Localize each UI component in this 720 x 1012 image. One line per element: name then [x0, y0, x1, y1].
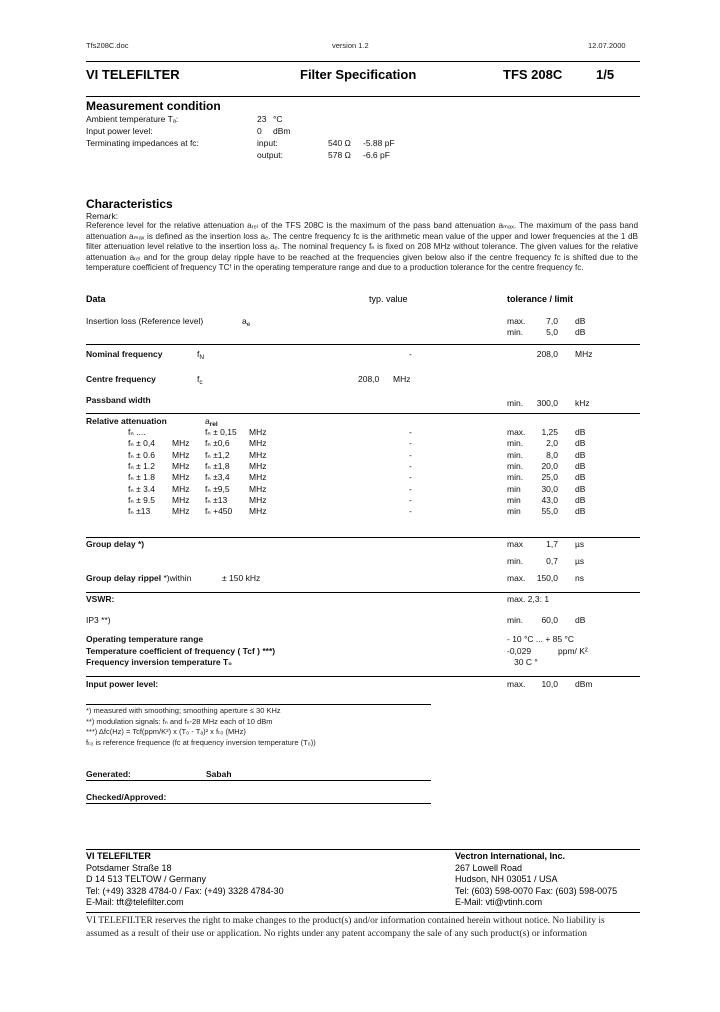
to-frequency: fₙ ±9,5: [205, 483, 230, 494]
to-frequency: fₙ ±1,8: [205, 460, 230, 471]
qualifier: min.: [507, 472, 524, 483]
unit: dB: [575, 483, 586, 494]
address-right: [455, 851, 617, 909]
col-typ-value: typ. value: [369, 294, 408, 304]
tcf-label: Temperature coefficient of frequency ( Tcf ) ***): [86, 646, 276, 656]
unit: dB: [575, 615, 586, 625]
to-unit: MHz: [249, 494, 267, 505]
unit: dBm: [575, 679, 593, 689]
impedance-label: Terminating impedances at fᴄ:: [86, 138, 199, 148]
unit: dB: [575, 427, 586, 437]
passband-width-label: Passband width: [86, 395, 151, 405]
from-frequency: fₙ ± 1.2: [128, 460, 155, 471]
nominal-frequency-label: Nominal frequency: [86, 349, 163, 359]
value: 25,0: [541, 472, 558, 483]
value: 1,25: [541, 427, 558, 437]
input-power-label: Input power level:: [86, 126, 153, 136]
to-frequency: fₙ +450: [205, 506, 233, 517]
file-name: Tfs208C.doc: [86, 41, 129, 50]
from-frequency: fₙ ±13: [128, 506, 151, 517]
address-line: Tel: (603) 598-0070 Fax: (603) 598-0075: [455, 885, 618, 896]
insertion-loss-symbol: [242, 316, 250, 328]
date: 12.07.2000: [588, 41, 626, 50]
address-line: Potsdamer Straße 18: [86, 862, 172, 873]
doc-title: Filter Specification: [300, 67, 417, 82]
qualifier: min.: [507, 460, 524, 471]
to-unit: MHz: [249, 427, 267, 437]
impedance-output-c: -6.6 pF: [363, 150, 390, 160]
value: 2,0: [546, 438, 558, 449]
centre-frequency-label: Centre frequency: [86, 374, 156, 384]
input-power-label: Input power level:: [86, 679, 159, 689]
address-line: Tel: (+49) 3328 4784-0 / Fax: (+49) 3328 4784-30: [86, 885, 284, 896]
value: 300,0: [536, 398, 558, 408]
from-frequency: fₙ ± 9.5: [128, 494, 155, 505]
value: 8,0: [546, 449, 558, 460]
unit: µs: [575, 556, 585, 566]
typ-value: -: [409, 472, 412, 483]
unit: dB: [575, 327, 586, 337]
value: 20,0: [541, 460, 558, 471]
unit: MHz: [393, 374, 411, 384]
from-unit: MHz: [172, 472, 190, 483]
from-frequency: fₙ ± 0,4: [128, 438, 155, 449]
ambient-temp-label: Ambient temperature Tₐ:: [86, 114, 179, 124]
subscript: N: [199, 354, 205, 361]
unit: dB: [575, 460, 586, 471]
generated-value[interactable]: Sabah: [206, 769, 232, 779]
row-rule: [86, 676, 640, 677]
typ-value: -: [409, 349, 412, 359]
qualifier: min: [507, 483, 521, 494]
unit: dB: [575, 506, 586, 517]
qualifier: min.: [507, 327, 524, 337]
label: Group delay rippel: [86, 573, 162, 583]
footnote: *) measured with smoothing; smoothing aperture ≤ 30 KHz: [86, 706, 281, 715]
unit: dB: [575, 472, 586, 483]
insertion-loss-label: Insertion loss (Reference level): [86, 316, 204, 326]
to-frequency: fₙ ±3,4: [205, 472, 230, 483]
from-unit: MHz: [172, 449, 190, 460]
qualifier: max.: [507, 427, 526, 437]
value: 60,0: [541, 615, 558, 625]
version: version 1.2: [332, 41, 369, 50]
remark-label: Remark:: [86, 211, 119, 221]
to-frequency: fₙ ± 0,15: [205, 427, 237, 437]
symbol: f: [197, 349, 200, 359]
symbol: a: [205, 416, 210, 426]
generated-label: Generated:: [86, 769, 131, 779]
to-unit: MHz: [249, 472, 267, 483]
footnote: ***) Δfᴄ(Hz) = Tcf(ppm/K²) x (T₀ - Tₐ)² x fₜ₀ (MHz): [86, 727, 246, 736]
email-link[interactable]: E-Mail: vti@vtinh.com: [455, 897, 543, 908]
from-unit: MHz: [172, 483, 190, 494]
checked-line: [86, 803, 431, 804]
qualifier: min: [507, 494, 521, 505]
checked-approved-label: Checked/Approved:: [86, 792, 167, 802]
typ-value: -: [409, 460, 412, 471]
address-line: Hudson, NH 03051 / USA: [455, 874, 558, 885]
value: 55,0: [541, 506, 558, 517]
value: 30,0: [541, 483, 558, 494]
nominal-frequency-symbol: [197, 349, 204, 361]
qualifier: min.: [507, 398, 524, 408]
ambient-temp-value: 23: [257, 114, 267, 124]
part-number: TFS 208C: [503, 67, 563, 82]
from-frequency: fₙ ± 1.8: [128, 472, 155, 483]
to-unit: MHz: [249, 506, 267, 517]
tcf-unit: ppm/ K²: [558, 646, 588, 656]
from-unit: MHz: [172, 460, 190, 471]
from-unit: MHz: [172, 506, 190, 517]
group-delay-label: Group delay *): [86, 539, 145, 549]
typ-value: -: [409, 494, 412, 505]
inversion-temp-label: Frequency inversion temperature T₀: [86, 657, 233, 667]
footnote: **) modulation signals: fₙ and fₙ-28 MHz each of 10 dBm: [86, 716, 273, 726]
impedance-output-r: 578 Ω: [328, 150, 351, 160]
symbol: f: [197, 374, 200, 384]
value: 43,0: [541, 494, 558, 505]
qualifier: min.: [507, 556, 524, 566]
impedance-input-r: 540 Ω: [328, 138, 351, 148]
typ-value: -: [409, 483, 412, 494]
header-rule: [86, 61, 640, 62]
section-rule: [86, 96, 640, 97]
impedance-input-c: -5.88 pF: [363, 138, 395, 148]
generated-line: [86, 780, 431, 781]
address-left: [86, 851, 284, 909]
to-frequency: fₙ ±0,6: [205, 438, 230, 449]
subscript: rel: [209, 421, 218, 428]
from-unit: MHz: [172, 494, 190, 505]
from-unit: MHz: [172, 438, 190, 449]
value: 7,0: [546, 316, 558, 326]
row-rule: [86, 344, 640, 345]
typ-value: -: [409, 506, 412, 517]
qualifier: max: [507, 539, 524, 549]
impedance-output-label: output:: [257, 150, 283, 160]
note: *)within: [163, 573, 192, 583]
impedance-input-label: input:: [257, 138, 278, 148]
address-line: Vectron International, Inc.: [455, 851, 566, 861]
vswr-label: VSWR:: [86, 594, 115, 604]
from-frequency: fₙ ....: [128, 427, 146, 437]
unit: dB: [575, 316, 586, 326]
subscript: c: [199, 379, 203, 386]
qualifier: min.: [507, 615, 524, 625]
value: 0,7: [546, 556, 558, 566]
email-link[interactable]: E-Mail: tft@telefilter.com: [86, 897, 184, 908]
qualifier: min.: [507, 449, 524, 460]
symbol: a: [242, 316, 247, 326]
unit: ns: [575, 573, 584, 583]
unit: dB: [575, 449, 586, 460]
unit: kHz: [575, 398, 590, 408]
row-rule: [86, 592, 640, 593]
qualifier: max.: [507, 316, 526, 326]
value: 10,0: [541, 679, 558, 689]
operating-temp-value: - 10 °C ... + 85 °C: [507, 634, 575, 644]
value: 5,0: [546, 327, 558, 337]
row-rule: [86, 537, 640, 538]
address-rule: [86, 849, 640, 850]
address-line: VI TELEFILTER: [86, 851, 151, 861]
footnote: fₜ₀ is reference frequence (fᴄ at frequency inversion temperature (T₀)): [86, 737, 316, 747]
typ-value: -: [409, 427, 412, 437]
input-power-value: 0: [257, 126, 262, 136]
to-unit: MHz: [249, 449, 267, 460]
characteristics-title: Characteristics: [86, 197, 173, 211]
ambient-temp-unit: °C: [273, 114, 283, 124]
qualifier: max.: [507, 573, 526, 583]
value: 150,0: [536, 573, 558, 583]
company-name: VI TELEFILTER: [86, 67, 180, 82]
row-rule: [86, 413, 640, 414]
to-frequency: fₙ ±1,2: [205, 449, 230, 460]
disclaimer: VI TELEFILTER reserves the right to make changes to the product(s) and/or information contained herein without notice. No liability is assumed as a result of their use or application. No rights under any patent accompany the sale of any such product(s) or information: [86, 916, 605, 939]
unit: µs: [575, 539, 585, 549]
measurement-title: Measurement condition: [86, 99, 221, 113]
group-delay-ripple-label: [86, 573, 191, 583]
operating-temp-label: Operating temperature range: [86, 634, 204, 644]
input-power-unit: dBm: [273, 126, 291, 136]
footnote-rule: [86, 704, 431, 705]
to-frequency: fₙ ±13: [205, 494, 228, 505]
to-unit: MHz: [249, 460, 267, 471]
footnotes: [86, 706, 316, 748]
qualifier: max.: [507, 679, 526, 689]
inversion-temp-value: 30 C °: [514, 657, 538, 667]
qualifier: min.: [507, 438, 524, 449]
remark-text: Reference level for the relative attenuation aᵣₑₗ of the TFS 208C is the maximum of the pass band attenuation aₘₐₓ. The maximum of the pass band attenuation aₘₐₓ is defined as the insertion loss aₑ. The centre frequency fᴄ is the arithmetic mean value of the upper and lower frequencies at the 1 dB filter attenuation level relative to the insertion loss aₑ. The nominal frequency fₙ is fixed on 208 MHz without tolerance. The given values for the relative attenuation aᵣₑₗ and for the group delay ripple have to be reached at the frequencies given below also if the centre frequency fᴄ is shifted due to the temperature coefficient of frequency TCᶠ in the operating temperature range and due to a production tolerance for the centre frequency fᴄ.: [86, 221, 638, 273]
address-line: 267 Lowell Road: [455, 862, 523, 873]
typ-value: -: [409, 449, 412, 460]
unit: dB: [575, 438, 586, 449]
value: 208,0: [536, 349, 558, 359]
from-frequency: fₙ ± 3.4: [128, 483, 155, 494]
from-frequency: fₙ ± 0.6: [128, 449, 155, 460]
qualifier: min: [507, 506, 521, 517]
disclaimer-rule: [86, 912, 640, 913]
ip3-label: IP3 **): [86, 615, 111, 625]
address-line: D 14 513 TELTOW / Germany: [86, 874, 207, 885]
to-unit: MHz: [249, 438, 267, 449]
vswr-value: max. 2,3: 1: [507, 594, 550, 604]
typ-value: -: [409, 438, 412, 449]
relative-attenuation-label: Relative attenuation: [86, 416, 167, 426]
subscript: e: [246, 321, 251, 328]
range: ± 150 kHz: [222, 573, 261, 583]
unit: MHz: [575, 349, 593, 359]
centre-frequency-symbol: [197, 374, 203, 386]
col-data: Data: [86, 294, 106, 304]
page-number: 1/5: [596, 67, 615, 82]
value: 1,7: [546, 539, 558, 549]
col-tolerance-limit: tolerance / limit: [507, 294, 574, 304]
tcf-value: -0,029: [507, 646, 532, 656]
to-unit: MHz: [249, 483, 267, 494]
unit: dB: [575, 494, 586, 505]
typ-value: 208,0: [358, 374, 380, 384]
